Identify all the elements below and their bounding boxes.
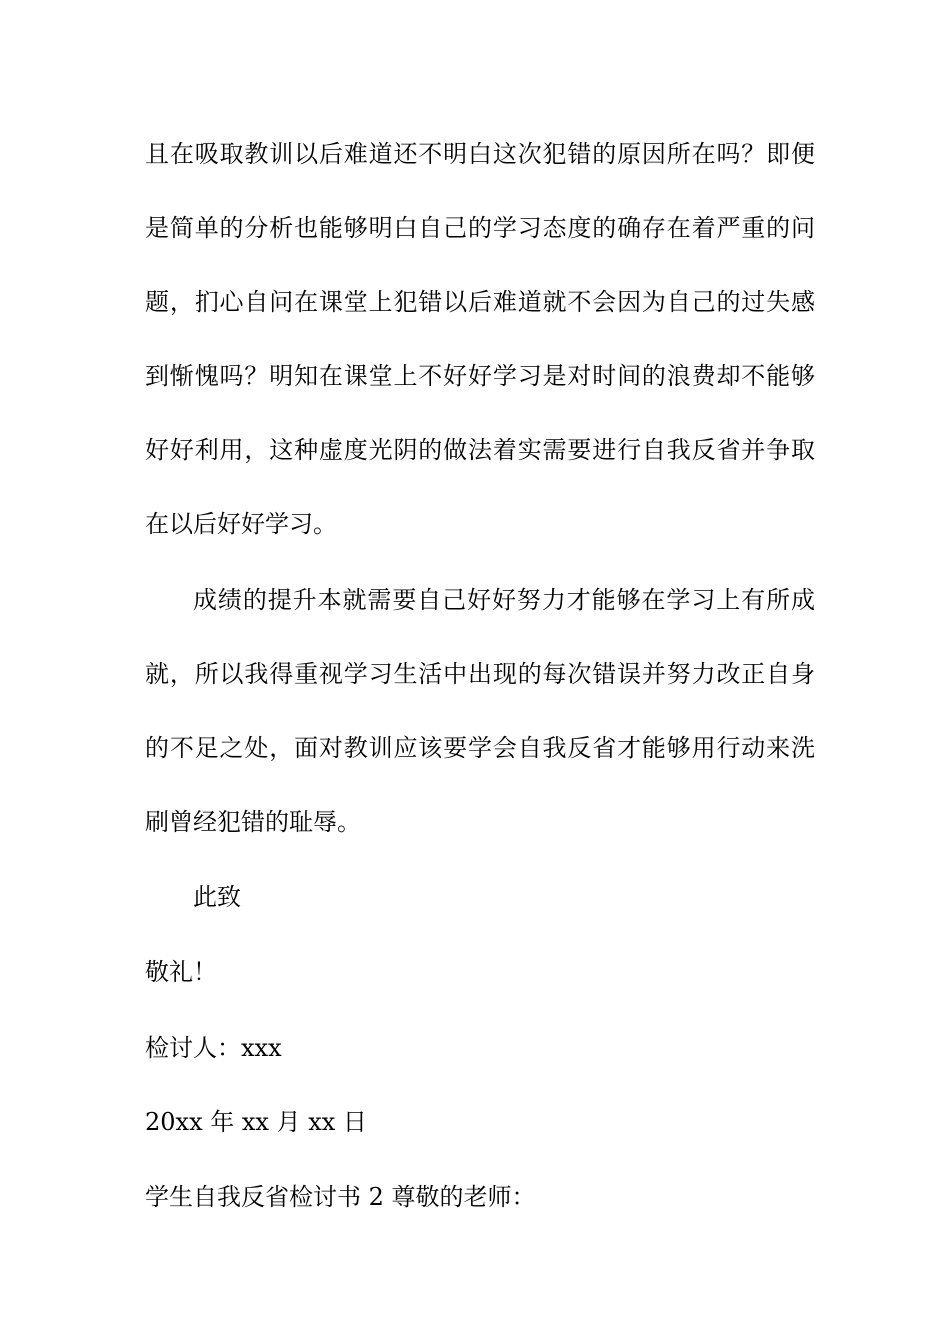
paragraph1-line-2: 是简单的分析也能够明白自己的学习态度的确存在着严重的问 bbox=[145, 214, 815, 242]
paragraph1-line-3: 题，扪心自问在课堂上犯错以后难道就不会因为自己的过失感 bbox=[145, 288, 815, 316]
paragraph1-line-1: 且在吸取教训以后难道还不明白这次犯错的原因所在吗？即便 bbox=[145, 140, 815, 168]
next-section-heading: 学生自我反省检讨书 2 尊敬的老师： bbox=[145, 1183, 536, 1211]
paragraph1-line-6: 在以后好好学习。 bbox=[145, 510, 337, 538]
closing-date: 20xx 年 xx 月 xx 日 bbox=[145, 1108, 367, 1136]
paragraph1-line-4: 到惭愧吗？明知在课堂上不好好学习是对时间的浪费却不能够 bbox=[145, 362, 815, 390]
paragraph1-line-5: 好好利用，这种虚度光阴的做法着实需要进行自我反省并争取 bbox=[145, 436, 815, 464]
paragraph2-line-2: 就，所以我得重视学习生活中出现的每次错误并努力改正自身 bbox=[145, 660, 815, 688]
paragraph2-line-1: 成绩的提升本就需要自己好好努力才能够在学习上有所成 bbox=[193, 586, 815, 614]
closing-salute: 敬礼！ bbox=[145, 958, 217, 986]
closing-signer: 检讨人：xxx bbox=[145, 1034, 282, 1062]
paragraph2-line-4: 刷曾经犯错的耻辱。 bbox=[145, 808, 361, 836]
paragraph2-line-3: 的不足之处，面对教训应该要学会自我反省才能够用行动来洗 bbox=[145, 734, 815, 762]
closing-greeting: 此致 bbox=[193, 883, 241, 911]
